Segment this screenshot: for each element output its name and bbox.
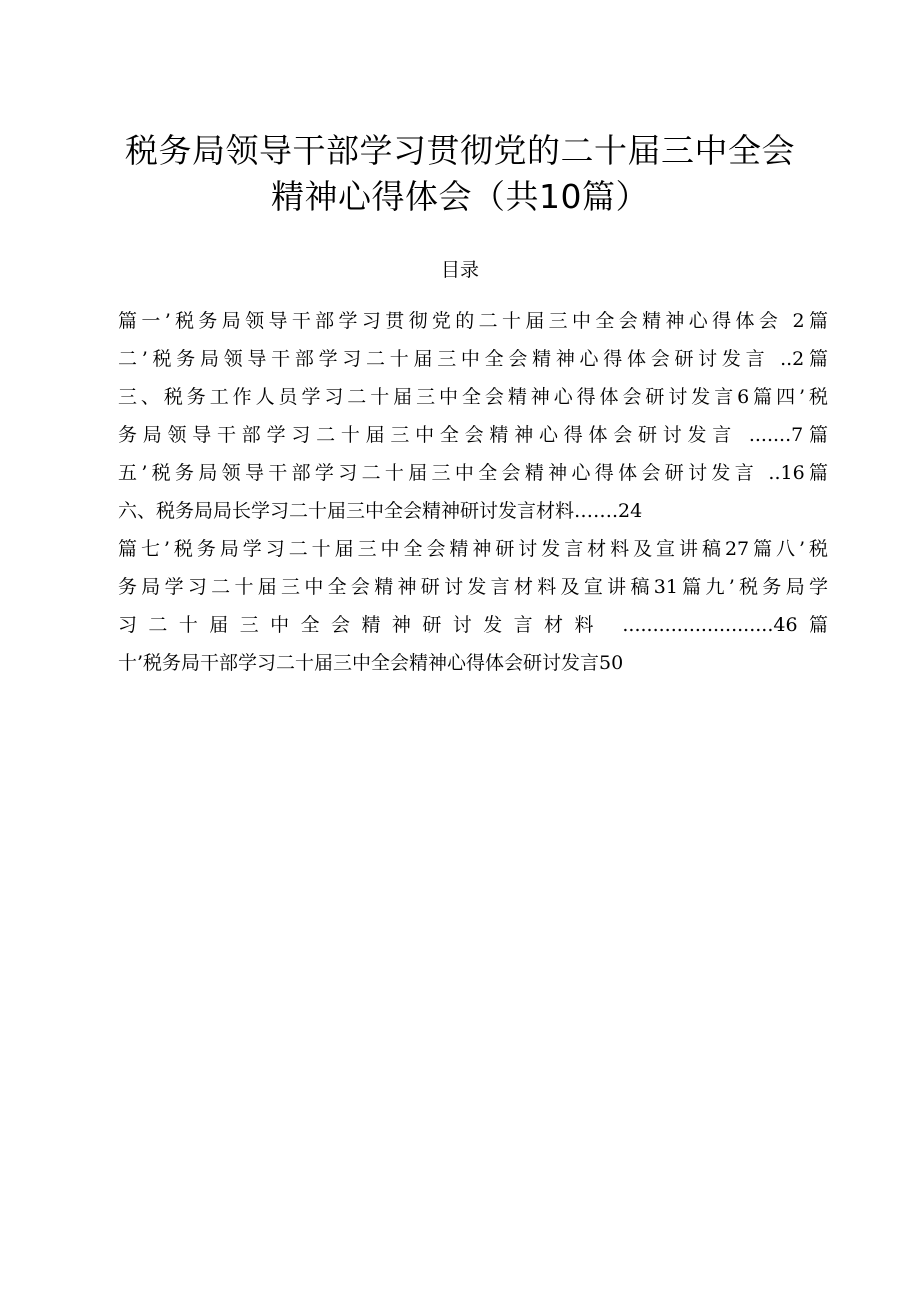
toc-line: 习二十届三中全会精神研讨发言材料 .........................46篇	[118, 614, 828, 636]
document-title	[0, 128, 920, 220]
toc-line: 二’税务局领导干部学习二十届三中全会精神心得体会研讨发言 ..2篇	[118, 348, 828, 370]
toc-line: 务局领导干部学习二十届三中全会精神心得体会研讨发言 .......7篇	[118, 424, 828, 446]
title-line-2: 精神心得体会（共10篇）	[271, 177, 649, 216]
toc-heading: 目录	[440, 259, 479, 281]
title-line-1: 税务局领导干部学习贯彻党的二十届三中全会	[125, 131, 795, 170]
toc-line: 三、税务工作人员学习二十届三中全会精神心得体会研讨发言6篇四’税	[118, 386, 828, 408]
toc-line: 篇一’税务局领导干部学习贯彻党的二十届三中全会精神心得体会 2篇	[118, 310, 828, 332]
toc-line: 十’税务局干部学习二十届三中全会精神心得体会研讨发言50	[118, 652, 624, 674]
toc-line: 六、税务局局长学习二十届三中全会精神研讨发言材料…….24	[118, 500, 643, 522]
toc-line: 五’税务局领导干部学习二十届三中全会精神心得体会研讨发言 ..16篇	[118, 462, 828, 484]
toc-line: 篇七’税务局学习二十届三中全会精神研讨发言材料及宣讲稿27篇八’税	[118, 538, 828, 560]
table-of-contents	[118, 302, 828, 682]
toc-line: 务局学习二十届三中全会精神研讨发言材料及宣讲稿31篇九’税务局学	[118, 576, 828, 598]
